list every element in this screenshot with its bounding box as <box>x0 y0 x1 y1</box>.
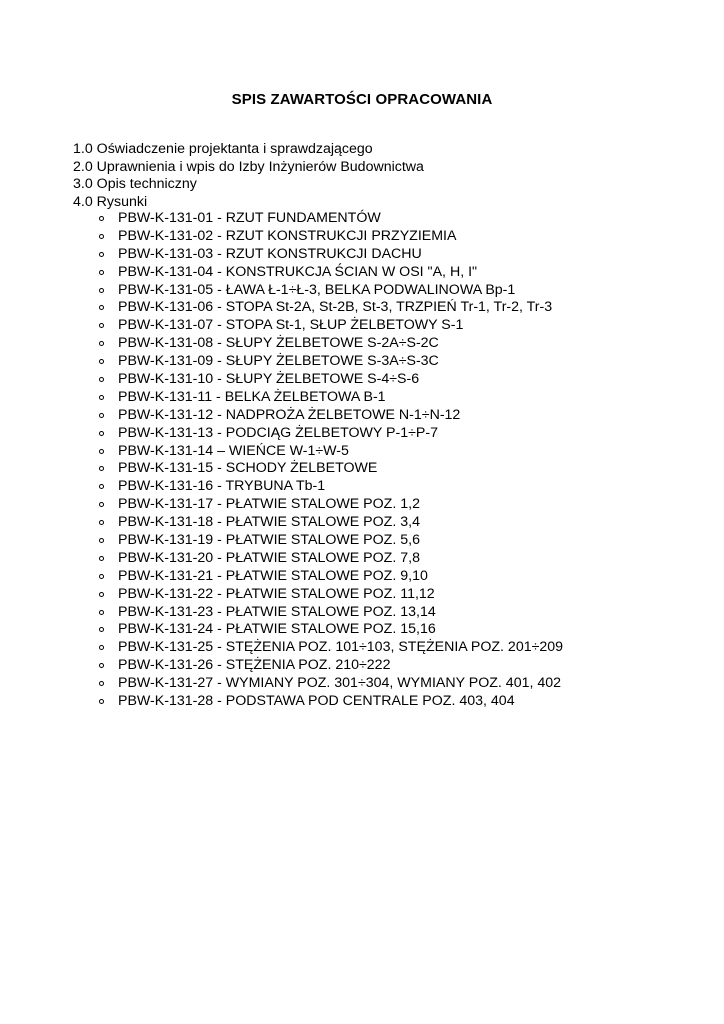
drawing-label: PBW-K-131-10 - SŁUPY ŻELBETOWE S-4÷S-6 <box>118 371 420 388</box>
circle-bullet-icon <box>99 538 104 543</box>
circle-bullet-icon <box>99 288 104 293</box>
drawing-label: PBW-K-131-15 - SCHODY ŻELBETOWE <box>118 460 378 477</box>
drawing-label: PBW-K-131-04 - KONSTRUKCJA ŚCIAN W OSI "A, H, I" <box>118 263 478 280</box>
circle-bullet-icon <box>99 305 104 310</box>
drawing-label: PBW-K-131-19 - PŁATWIE STALOWE POZ. 5,6 <box>118 532 420 549</box>
circle-bullet-icon <box>99 627 104 632</box>
drawing-label: PBW-K-131-18 - PŁATWIE STALOWE POZ. 3,4 <box>118 514 420 531</box>
circle-bullet-icon <box>99 574 104 579</box>
circle-bullet-icon <box>99 377 104 382</box>
circle-bullet-icon <box>99 252 104 257</box>
circle-bullet-icon <box>99 216 104 221</box>
circle-bullet-icon <box>99 699 104 704</box>
drawing-label: PBW-K-131-23 - PŁATWIE STALOWE POZ. 13,14 <box>118 603 436 620</box>
drawing-label: PBW-K-131-03 - RZUT KONSTRUKCJI DACHU <box>118 245 422 262</box>
circle-bullet-icon <box>99 395 104 400</box>
drawing-label: PBW-K-131-21 - PŁATWIE STALOWE POZ. 9,10 <box>118 567 428 584</box>
drawing-label: PBW-K-131-02 - RZUT KONSTRUKCJI PRZYZIEMIA <box>118 227 457 244</box>
section-item-1: 1.0 Oświadczenie projektanta i sprawdzającego <box>73 141 373 157</box>
drawing-label: PBW-K-131-01 - RZUT FUNDAMENTÓW <box>118 210 381 226</box>
drawing-label: PBW-K-131-17 - PŁATWIE STALOWE POZ. 1,2 <box>118 496 420 513</box>
section-list <box>73 141 424 211</box>
circle-bullet-icon <box>99 431 104 436</box>
circle-bullet-icon <box>99 556 104 561</box>
section-item-3: 3.0 Opis techniczny <box>73 176 197 193</box>
circle-bullet-icon <box>99 449 104 454</box>
circle-bullet-icon <box>99 341 104 346</box>
circle-bullet-icon <box>99 234 104 239</box>
circle-bullet-icon <box>99 270 104 275</box>
drawing-label: PBW-K-131-14 – WIEŃCE W-1÷W-5 <box>118 442 349 459</box>
drawing-label: PBW-K-131-25 - STĘŻENIA POZ. 101÷103, STĘŻENIA POZ. 201÷209 <box>118 639 564 656</box>
drawing-label: PBW-K-131-27 - WYMIANY POZ. 301÷304, WYMIANY POZ. 401, 402 <box>118 675 562 692</box>
drawing-label: PBW-K-131-13 - PODCIĄG ŻELBETOWY P-1÷P-7 <box>118 424 439 441</box>
circle-bullet-icon <box>99 484 104 489</box>
circle-bullet-icon <box>99 502 104 507</box>
drawing-label: PBW-K-131-08 - SŁUPY ŻELBETOWE S-2A÷S-2C <box>118 335 439 352</box>
drawing-label: PBW-K-131-20 - PŁATWIE STALOWE POZ. 7,8 <box>118 549 420 566</box>
drawing-label: PBW-K-131-28 - PODSTAWA POD CENTRALE POZ. 403, 404 <box>118 693 515 710</box>
drawing-label: PBW-K-131-24 - PŁATWIE STALOWE POZ. 15,16 <box>118 621 436 638</box>
drawing-label: PBW-K-131-22 - PŁATWIE STALOWE POZ. 11,12 <box>118 585 435 602</box>
drawing-label: PBW-K-131-09 - SŁUPY ŻELBETOWE S-3A÷S-3C <box>118 353 439 370</box>
drawing-label: PBW-K-131-05 - ŁAWA Ł-1÷Ł-3, BELKA PODWALINOWA Bp-1 <box>118 281 516 298</box>
circle-bullet-icon <box>99 413 104 418</box>
circle-bullet-icon <box>99 323 104 328</box>
drawing-label: PBW-K-131-26 - STĘŻENIA POZ. 210÷222 <box>118 657 391 674</box>
drawing-label: PBW-K-131-16 - TRYBUNA Tb-1 <box>118 478 326 495</box>
circle-bullet-icon <box>99 592 104 597</box>
section-item-2: 2.0 Uprawnienia i wpis do Izby Inżynierów Budownictwa <box>73 158 424 175</box>
circle-bullet-icon <box>99 466 104 471</box>
drawing-label: PBW-K-131-06 - STOPA St-2A, St-2B, St-3, TRZPIEŃ Tr-1, Tr-2, Tr-3 <box>118 299 553 316</box>
circle-bullet-icon <box>99 663 104 668</box>
drawing-label: PBW-K-131-11 - BELKA ŻELBETOWA B-1 <box>118 388 386 405</box>
circle-bullet-icon <box>99 681 104 686</box>
page-title: SPIS ZAWARTOŚCI OPRACOWANIA <box>231 91 493 108</box>
circle-bullet-icon <box>99 359 104 364</box>
circle-bullet-icon <box>99 645 104 650</box>
drawing-label: PBW-K-131-07 - STOPA St-1, SŁUP ŻELBETOWY S-1 <box>118 317 464 334</box>
drawing-label: PBW-K-131-12 - NADPROŻA ŻELBETOWE N-1÷N-12 <box>118 406 461 423</box>
circle-bullet-icon <box>99 610 104 615</box>
circle-bullet-icon <box>99 520 104 525</box>
section-item-4: 4.0 Rysunki <box>73 193 148 210</box>
